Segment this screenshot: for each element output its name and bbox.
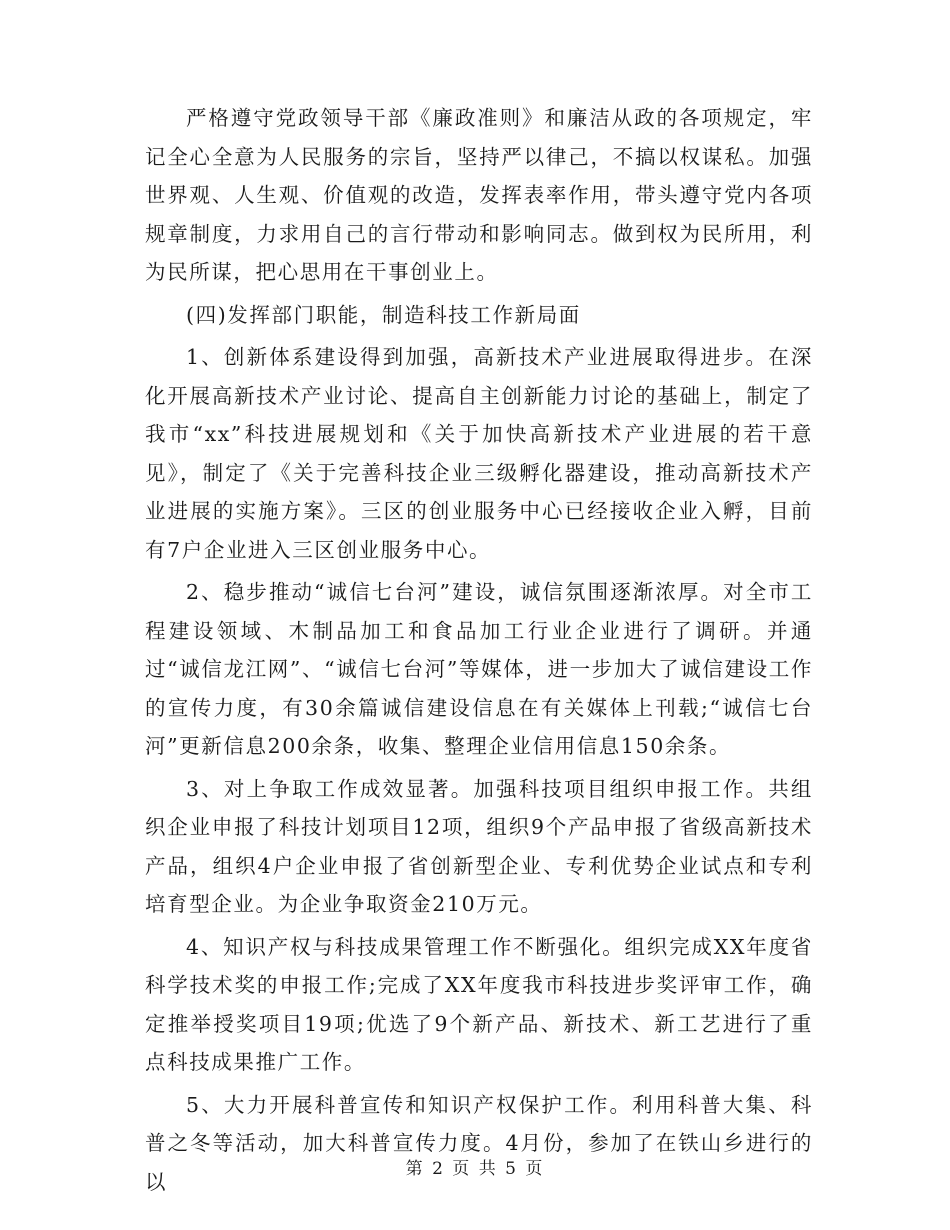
paragraph-item-2: 2、稳步推动“诚信七台河”建设，诚信氛围逐渐浓厚。对全市工程建设领域、木制品加工和食品加工行业企业进行了调研。并通过“诚信龙江网”、“诚信七台河”等媒体，进一步加大了诚信建设工作的宣传力度，有30余篇诚信建设信息在有关媒体上刊载;“诚信七台河”更新信息200余条，收集、整理企业信用信息150余条。 — [145, 580, 813, 758]
section-heading: (四)发挥部门职能，制造科技工作新局面 — [186, 302, 581, 327]
paragraph-item-1: 1、创新体系建设得到加强，高新技术产业进展取得进步。在深化开展高新技术产业讨论、提高自主创新能力讨论的基础上，制定了我市“xx”科技进展规划和《关于加快高新技术产业进展的若干意见》，制定了《关于完善科技企业三级孵化器建设，推动高新技术产业进展的实施方案》。三区的创业服务中心已经接收企业入孵，目前有7户企业进入三区创业服务中心。 — [145, 345, 813, 562]
paragraph-integrity: 严格遵守党政领导干部《廉政准则》和廉洁从政的各项规定，牢记全心全意为人民服务的宗旨，坚持严以律己，不搞以权谋私。加强世界观、人生观、价值观的改造，发挥表率作用，带头遵守党内各项规章制度，力求用自己的言行带动和影响同志。做到权为民所用，利为民所谋，把心思用在干事创业上。 — [145, 106, 813, 284]
page-number-footer: 第 2 页 共 5 页 — [405, 1159, 545, 1179]
paragraph-item-4: 4、知识产权与科技成果管理工作不断强化。组织完成XX年度省科学技术奖的申报工作;完成了XX年度我市科技进步奖评审工作，确定推举授奖项目19项;优选了9个新产品、新技术、新工艺进行了重点科技成果推广工作。 — [145, 934, 813, 1074]
paragraph-item-5: 5、大力开展科普宣传和知识产权保护工作。利用科普大集、科普之冬等活动，加大科普宣传力度。4月份，参加了在铁山乡进行的以 — [145, 1092, 813, 1194]
document-body — [145, 99, 813, 1201]
paragraph-item-3: 3、对上争取工作成效显著。加强科技项目组织申报工作。共组织企业申报了科技计划项目12项，组织9个产品申报了省级高新技术产品，组织4户企业申报了省创新型企业、专利优势企业试点和专利培育型企业。为企业争取资金210万元。 — [145, 776, 813, 916]
